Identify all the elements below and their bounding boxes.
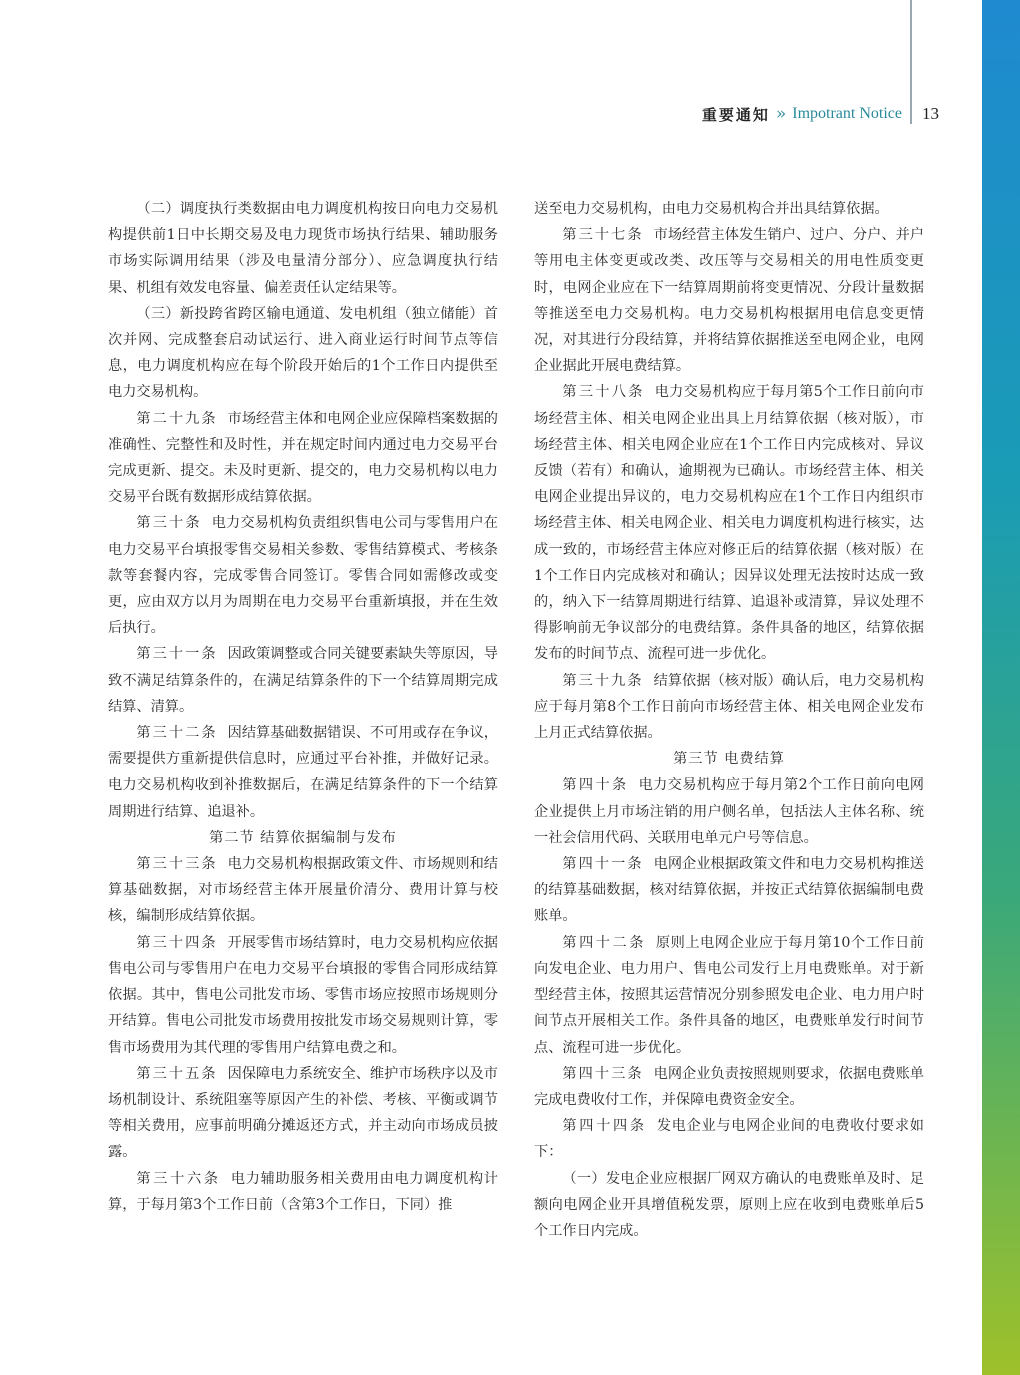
paragraph-text: 因政策调整或合同关键要素缺失等原因，导致不满足结算条件的，在满足结算条件的下一个结算周期完成结算、清算。 [108, 646, 498, 715]
paragraph-text: 结算依据（核对版）确认后，电力交易机构应于每月第8个工作日前向市场经营主体、相关电网企业发布上月正式结算依据。 [534, 672, 924, 742]
paragraph [108, 720, 498, 825]
article-number: 第四十四条 [562, 1118, 647, 1135]
article-number: 第四十一条 [562, 856, 644, 873]
article-number: 第三十八条 [562, 384, 645, 401]
paragraph-text: 因结算基础数据错误、不可用或存在争议，需要提供方重新提供信息时，应通过平台补推，并做好记录。电力交易机构收到补推数据后，在满足结算条件的下一个结算周期进行结算、追退补。 [108, 725, 498, 820]
page-number: 13 [922, 104, 939, 123]
side-color-bar [982, 0, 1020, 1375]
article-number: 第三十一条 [136, 646, 218, 663]
right-column [534, 196, 924, 1244]
paragraph-text: （二）调度执行类数据由电力调度机构按日向电力交易机构提供前1日中长期交易及电力现货市场执行结果、辅助服务市场实际调用结果（涉及电量清分部分）、应急调度执行结果、机组有效发电容量、偏差责任认定结果等。 [108, 201, 498, 296]
paragraph-text: 市场经营主体发生销户、过户、分户、并户等用电主体变更或改类、改压等与交易相关的用电性质变更时，电网企业应在下一结算周期前将变更情况、分段计量数据等推送至电力交易机构。电力交易机构根据用电信息变更情况，对其进行分段结算，并将结算依据推送至电网企业，电网企业据此开展电费结算。 [534, 227, 924, 375]
paragraph-text: 电力交易机构应于每月第2个工作日前向电网企业提供上月市场注销的用户侧名单，包括法人主体名称、统一社会信用代码、关联用电单元户号等信息。 [534, 777, 924, 846]
article-number: 第三十七条 [562, 227, 644, 244]
article-number: 第三十条 [136, 515, 202, 532]
paragraph [108, 1166, 498, 1218]
article-number: 第四十条 [562, 777, 629, 794]
paragraph [534, 851, 924, 930]
article-number: 第三十三条 [136, 856, 218, 873]
paragraph-text: 发电企业与电网企业间的电费收付要求如下： [534, 1118, 924, 1161]
article-number: 第三十五条 [136, 1065, 218, 1082]
paragraph [534, 379, 924, 667]
paragraph-text: 电力交易机构根据政策文件、市场规则和结算基础数据，对市场经营主体开展量价清分、费用计算与校核，编制形成结算依据。 [108, 856, 498, 925]
paragraph-text: 电网企业负责按照规则要求，依据电费账单完成电费收付工作，并保障电费资金安全。 [534, 1065, 924, 1108]
article-number: 第二十九条 [136, 410, 218, 427]
paragraph-text: （一）发电企业应根据厂网双方确认的电费账单及时、足额向电网企业开具增值税发票，原则上应在收到电费账单后5个工作日内完成。 [534, 1170, 924, 1239]
paragraph [108, 406, 498, 511]
paragraph [108, 641, 498, 720]
paragraph-text: （三）新投跨省跨区输电通道、发电机组（独立储能）首次并网、完成整套启动试运行、进入商业运行时间节点等信息，电力调度机构应在每个阶段开始后的1个工作日内提供至电力交易机构。 [108, 305, 498, 401]
paragraph [534, 668, 924, 747]
left-column [108, 196, 498, 1218]
article-number: 第四十二条 [562, 934, 646, 951]
paragraph-text: 原则上电网企业应于每月第10个工作日前向发电企业、电力用户、售电公司发行上月电费账单。对于新型经营主体，按照其运营情况分别参照发电企业、电力用户时间节点开展相关工作。条件具备的地区，电费账单发行时间节点、流程可进一步优化。 [534, 934, 924, 1056]
paragraph-text: 电力辅助服务相关费用由电力调度机构计算，于每月第3个工作日前（含第3个工作日，下同）推 [108, 1170, 498, 1213]
paragraph [534, 1113, 924, 1165]
paragraph-text: 电力交易机构应于每月第5个工作日前向市场经营主体、相关电网企业出具上月结算依据（核对版），市场经营主体、相关电网企业应在1个工作日内完成核对、异议反馈（若有）和确认，逾期视为已确认。市场经营主体、相关电网企业提出异议的，电力交易机构应在1个工作日内组织市场经营主体、相关电网企业、相关电力调度机构进行核实，达成一致的，市场经营主体应对修正后的结算依据（核对版）在1个工作日内完成核对和确认；因异议处理无法按时达成一致的，纳入下一结算周期进行结算、追退补或清算，异议处理不得影响前无争议部分的电费结算。条件具备的地区，结算依据发布的时间节点、流程可进一步优化。 [534, 384, 924, 663]
paragraph [108, 196, 498, 301]
section-heading: 第二节 结算依据编制与发布 [209, 829, 397, 846]
paragraph [108, 930, 498, 1061]
article-number: 第三十九条 [562, 672, 644, 689]
article-number: 第四十三条 [562, 1065, 644, 1082]
article-number: 第三十二条 [136, 725, 218, 742]
page-header [640, 102, 902, 126]
paragraph-text: 电网企业根据政策文件和电力交易机构推送的结算基础数据，核对结算依据，并按正式结算依据编制电费账单。 [534, 856, 924, 925]
paragraph [108, 851, 498, 930]
paragraph [534, 1061, 924, 1113]
paragraph [534, 1166, 924, 1245]
article-number: 第三十四条 [136, 934, 218, 951]
paragraph-text: 电力交易机构负责组织售电公司与零售用户在电力交易平台填报零售交易相关参数、零售结算模式、考核条款等套餐内容，完成零售合同签订。零售合同如需修改或变更，应由双方以月为周期在电力交易平台重新填报，并在生效后执行。 [108, 515, 498, 637]
header-divider [910, 0, 912, 124]
paragraph [108, 301, 498, 406]
chevron-icon: » [775, 104, 787, 124]
paragraph [534, 930, 924, 1061]
paragraph-text: 开展零售市场结算时，电力交易机构应依据售电公司与零售用户在电力交易平台填报的零售合同形成结算依据。其中，售电公司批发市场、零售市场应按照市场规则分开结算。售电公司批发市场费用按批发市场交易规则计算，零售市场费用为其代理的零售用户结算电费之和。 [108, 934, 498, 1056]
paragraph [108, 510, 498, 641]
paragraph [534, 772, 924, 851]
paragraph [108, 1061, 498, 1166]
paragraph [534, 222, 924, 379]
paragraph-text: 送至电力交易机构，由电力交易机构合并出具结算依据。 [534, 201, 889, 217]
article-number: 第三十六条 [136, 1170, 221, 1187]
paragraph-text: 市场经营主体和电网企业应保障档案数据的准确性、完整性和及时性，并在规定时间内通过电力交易平台完成更新、提交。未及时更新、提交的，电力交易机构以电力交易平台既有数据形成结算依据。 [108, 410, 498, 506]
section-heading: 第三节 电费结算 [673, 751, 785, 768]
paragraph-text: 因保障电力系统安全、维护市场秩序以及市场机制设计、系统阻塞等原因产生的补偿、考核、平衡或调节等相关费用，应事前明确分摊返还方式，并主动向市场成员披露。 [108, 1065, 498, 1161]
header-title-en: Impotrant Notice [792, 105, 902, 122]
paragraph [534, 196, 924, 222]
header-title-cn: 重要通知 [701, 105, 770, 124]
